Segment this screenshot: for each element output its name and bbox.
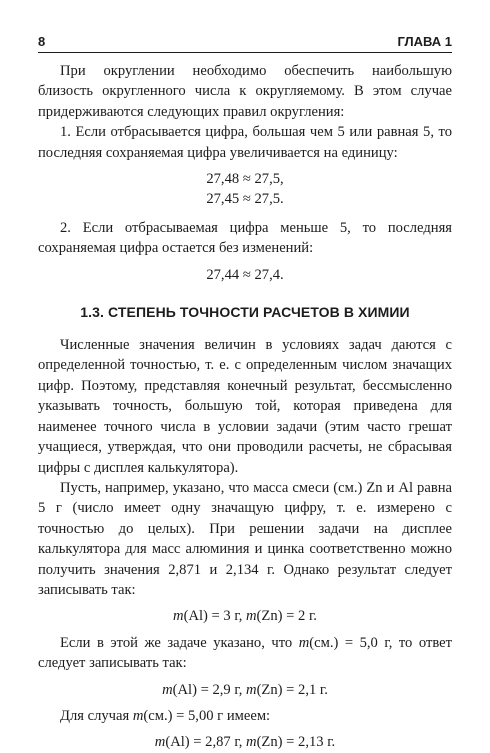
- paragraph-mass-5-00: [38, 706, 452, 726]
- paragraph-mass-5-0-after: (см.) = 5,0 г, то ответ следует записывать так:: [38, 634, 452, 672]
- formula-2-text-a: (Al) = 2,9 г,: [172, 681, 247, 698]
- formula-1-text-a: (Al) = 3 г,: [183, 608, 246, 625]
- formula-1-var-b: m: [246, 608, 257, 625]
- paragraph-mass-5-0-before: Если в этой же задаче указано, что: [60, 634, 299, 651]
- paragraph-example-mixture: Пусть, например, указано, что масса смеси (см.) Zn и Al равна 5 г (число имеет одну значащую цифру, т. е. измерено с точностью до целых). При решении задачи на дисплее калькулятора для масс алюминия и цинка соответственно можно получить значения 2,871 и 2,134 г. Однако результат следует записывать так:: [38, 479, 452, 598]
- formula-3: [38, 732, 452, 752]
- formula-2-var-b: m: [246, 681, 257, 698]
- formula-3-var-a: m: [154, 734, 166, 751]
- paragraph-mass-5-0: [38, 633, 452, 674]
- paragraph-mass-5-00-after: (см.) = 5,00 г имеем:: [143, 707, 271, 724]
- formula-1: [38, 606, 452, 626]
- rule-1-example-1: 27,48 ≈ 27,5,: [206, 171, 284, 188]
- formula-3-text-b: (Zn) = 2,13 г.: [256, 734, 336, 751]
- formula-1-var-a: m: [173, 608, 184, 625]
- intro-paragraph: При округлении необходимо обеспечить наибольшую близость округленного числа к округляемому. В этом случае придерживаются следующих правил округления:: [38, 63, 452, 120]
- paragraph-mass-5-0-var: m: [298, 634, 310, 651]
- page-number: 8: [38, 34, 46, 49]
- running-header: [38, 34, 452, 53]
- chapter-title: ГЛАВА 1: [397, 34, 452, 49]
- rule-1: 1. Если отбрасывается цифра, большая чем 5 или равная 5, то последняя сохраняемая цифра увеличивается на единицу:: [38, 124, 452, 161]
- rule-2-example: 27,44 ≈ 27,4.: [206, 266, 284, 283]
- page-content: [38, 53, 452, 753]
- formula-1-text-b: (Zn) = 2 г.: [256, 608, 317, 625]
- rule-1-example-2: 27,45 ≈ 27,5.: [206, 191, 284, 208]
- section-heading: 1.3. СТЕПЕНЬ ТОЧНОСТИ РАСЧЕТОВ В ХИМИИ: [80, 304, 410, 321]
- paragraph-mass-5-00-var: m: [132, 707, 144, 724]
- formula-2-var-a: m: [162, 681, 173, 698]
- formula-2-text-b: (Zn) = 2,1 г.: [256, 681, 328, 698]
- paragraph-mass-5-00-before: Для случая: [60, 707, 133, 724]
- paragraph-precision: Численные значения величин в условиях задач даются с определенной точностью, т. е. с определенным числом значащих цифр. Поэтому, представляя конечный результат, бессмысленно указывать точность, большую той, которая приведена для наименее точного числа в условии задачи (этим часто грешат учащиеся, утверждая, что они проводили расчеты, не сбрасывая цифры с дисплея калькулятора).: [38, 337, 452, 476]
- rule-2: 2. Если отбрасываемая цифра меньше 5, то последняя сохраняемая цифра остается без изменений:: [38, 219, 452, 257]
- formula-3-var-b: m: [246, 734, 257, 751]
- formula-3-text-a: (Al) = 2,87 г,: [165, 734, 247, 751]
- formula-2: [38, 680, 452, 700]
